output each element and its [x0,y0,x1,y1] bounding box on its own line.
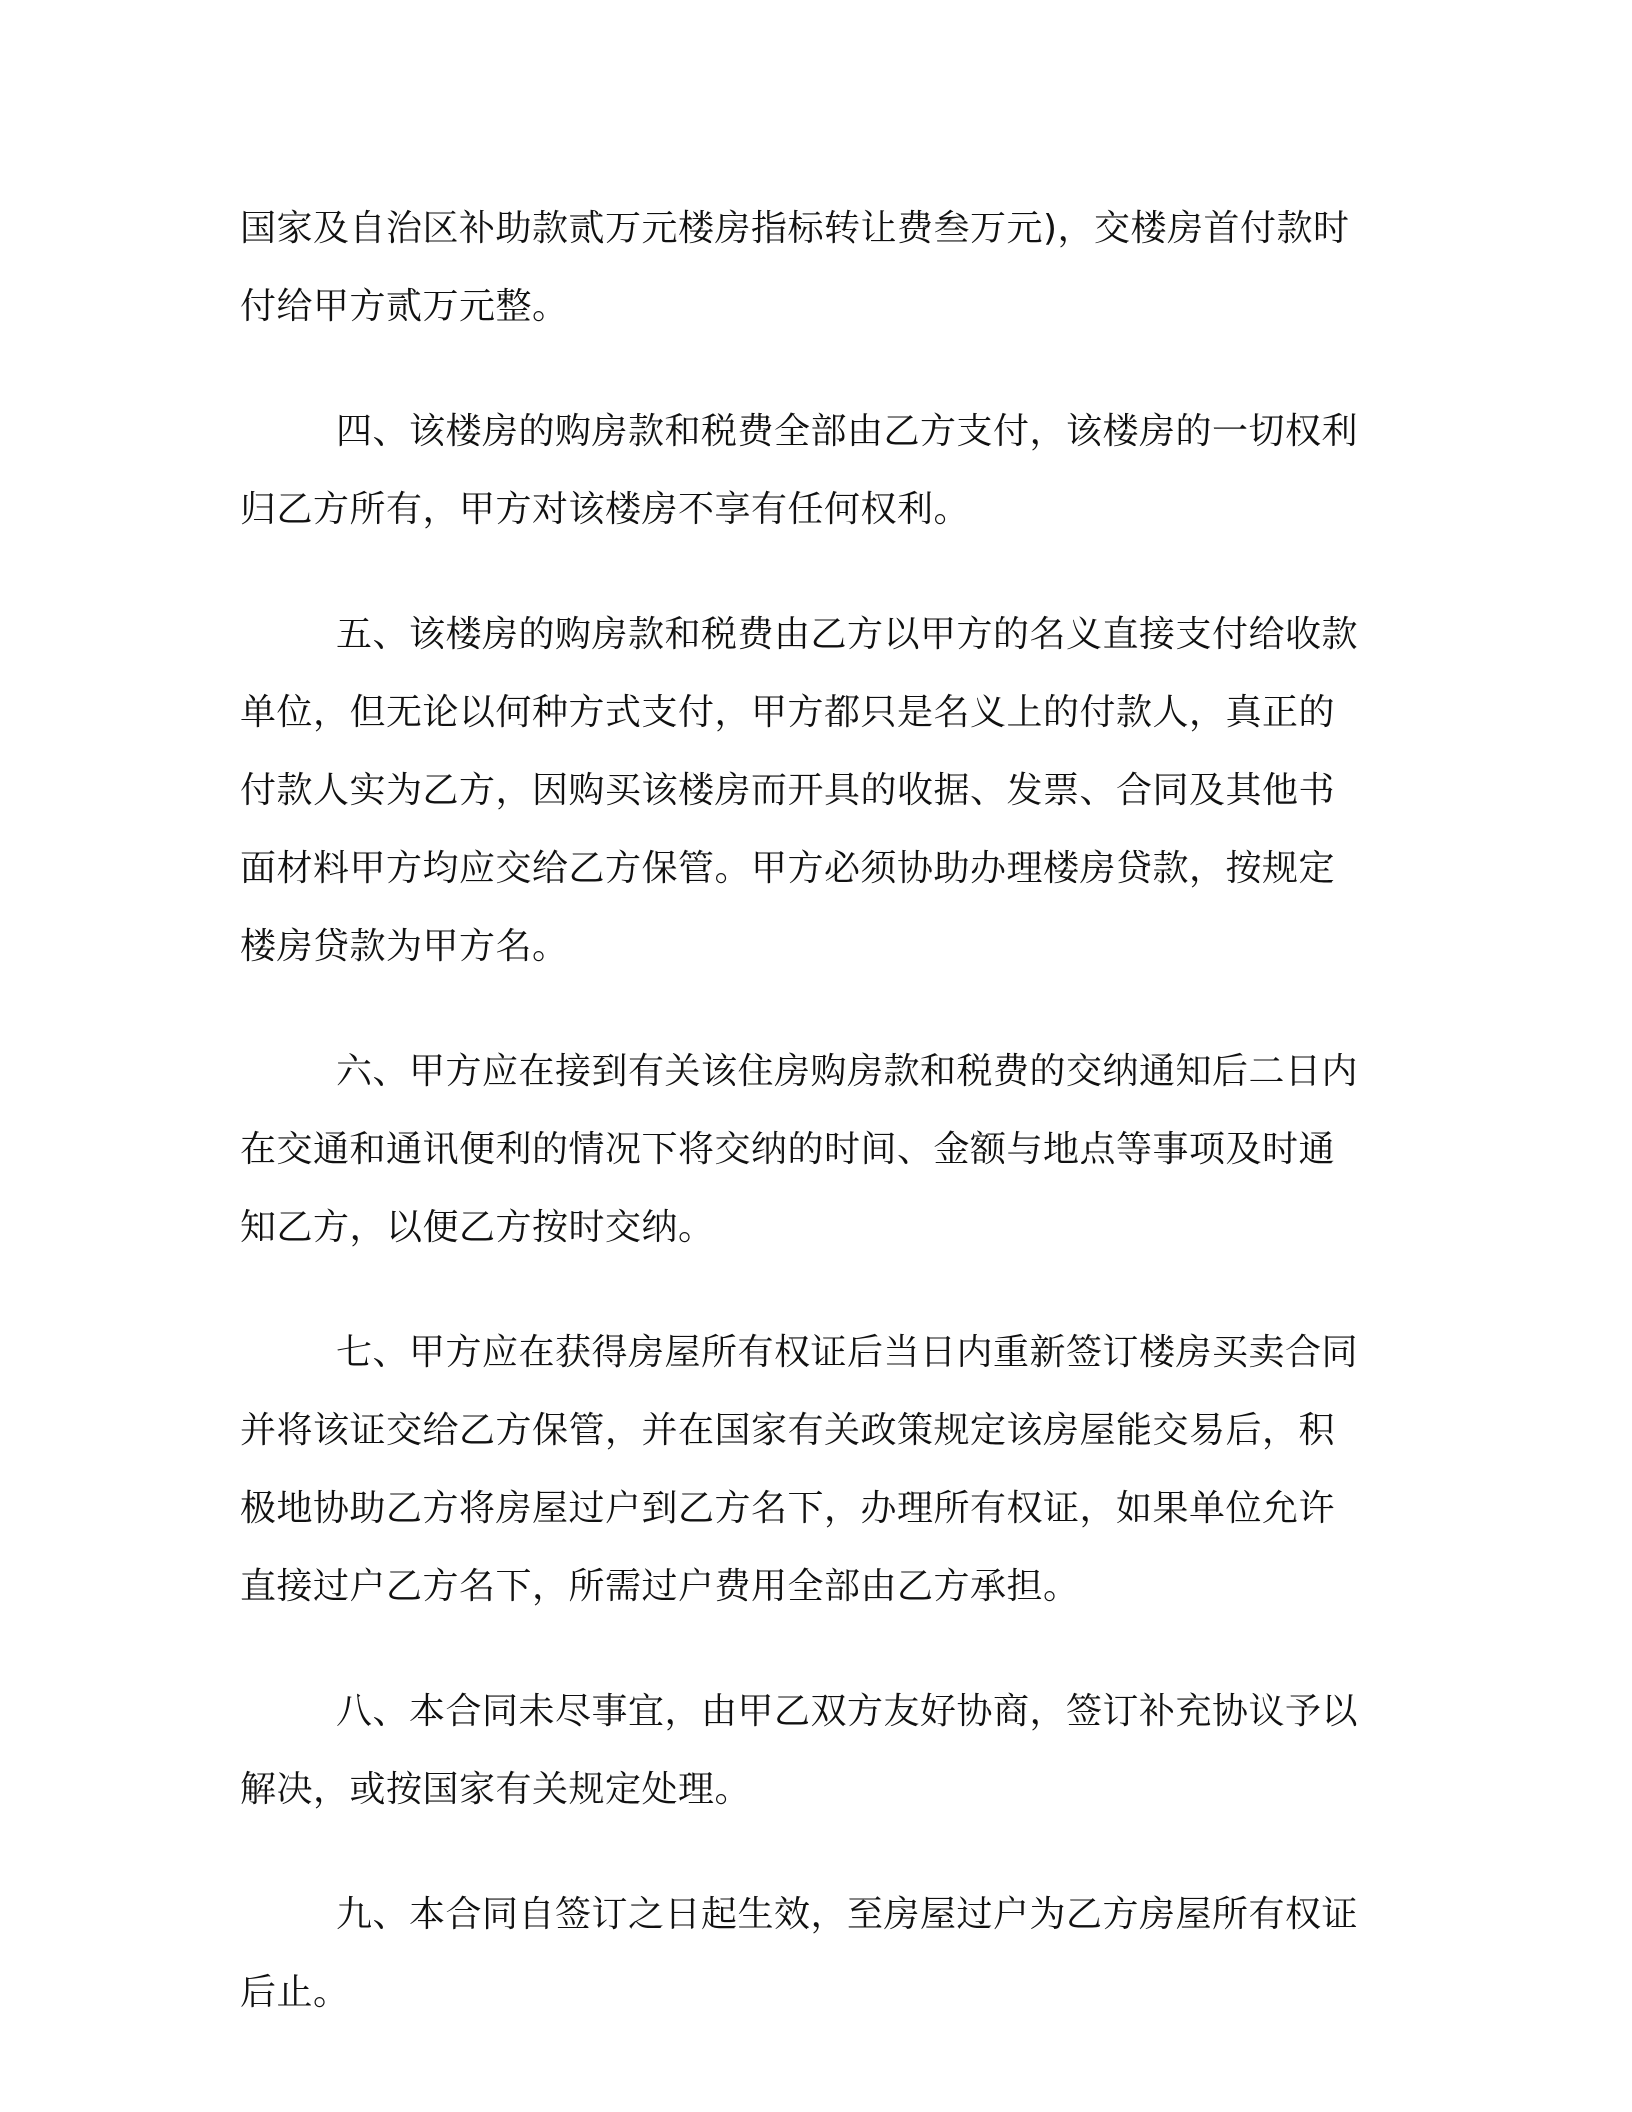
paragraph-line: 解决，或按国家有关规定处理。 [240,1769,752,1810]
paragraph-line: 国家及自治区补助款贰万元楼房指标转让费叁万元)，交楼房首付款时 [240,208,1350,249]
clause-6 [240,1033,1380,1267]
clause-8 [240,1673,1380,1829]
paragraph-line: 直接过户乙方名下，所需过户费用全部由乙方承担。 [240,1566,1080,1607]
clause-first-line: 四、该楼房的购房款和税费全部由乙方支付，该楼房的一切权利 [336,411,1359,452]
paragraph-line: 归乙方所有，甲方对该楼房不享有任何权利。 [240,489,971,530]
paragraph-line: 面材料甲方均应交给乙方保管。甲方必须协助办理楼房贷款，按规定 [240,848,1336,889]
document-body [240,190,1380,2079]
clause-first-line: 九、本合同自签订之日起生效，至房屋过户为乙方房屋所有权证 [336,1894,1359,1935]
paragraph-line: 极地协助乙方将房屋过户到乙方名下，办理所有权证，如果单位允许 [240,1488,1336,1529]
clause-9 [240,1876,1380,2032]
clause-first-line: 八、本合同未尽事宜，由甲乙双方友好协商，签订补充协议予以 [336,1691,1359,1732]
paragraph-line: 并将该证交给乙方保管，并在国家有关政策规定该房屋能交易后，积 [240,1410,1336,1451]
clause-4 [240,393,1380,549]
paragraph-line: 知乙方，以便乙方按时交纳。 [240,1207,715,1248]
clause-first-line: 六、甲方应在接到有关该住房购房款和税费的交纳通知后二日内 [336,1051,1359,1092]
clause-first-line: 五、该楼房的购房款和税费由乙方以甲方的名义直接支付给收款 [336,614,1359,655]
paragraph-line: 楼房贷款为甲方名。 [240,926,569,967]
paragraph-line: 在交通和通讯便利的情况下将交纳的时间、金额与地点等事项及时通 [240,1129,1336,1170]
paragraph-line: 单位，但无论以何种方式支付，甲方都只是名义上的付款人，真正的 [240,692,1336,733]
paragraph-continued-payment [240,190,1380,346]
paragraph-line: 付款人实为乙方，因购买该楼房而开具的收据、发票、合同及其他书 [240,770,1336,811]
clause-first-line: 七、甲方应在获得房屋所有权证后当日内重新签订楼房买卖合同 [336,1332,1359,1373]
clause-7 [240,1314,1380,1626]
paragraph-line: 付给甲方贰万元整。 [240,286,569,327]
paragraph-line: 后止。 [240,1972,350,2013]
clause-5 [240,596,1380,986]
